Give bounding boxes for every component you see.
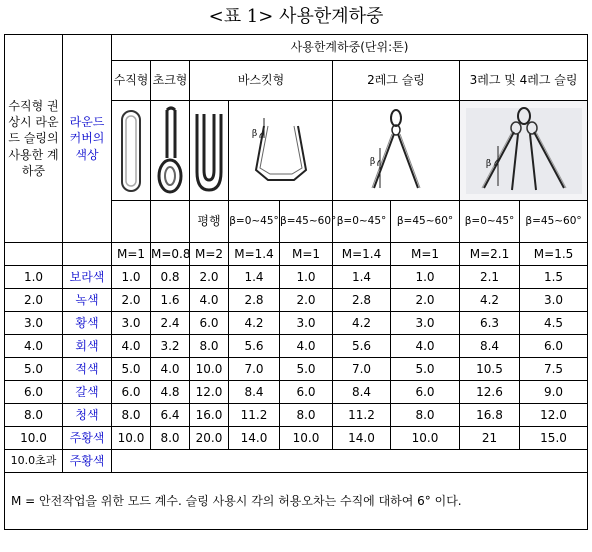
basket-hitch-icon	[192, 108, 226, 194]
m-value: M=0.8	[151, 243, 190, 266]
m-value: M=2.1	[460, 243, 520, 266]
value-cell: 1.4	[333, 266, 391, 289]
load-cell: 8.0	[5, 404, 63, 427]
table-title: <표 1> 사용한계하중	[208, 6, 384, 27]
four-leg-sling-icon	[464, 106, 584, 196]
value-cell: 6.0	[112, 381, 151, 404]
two-leg-sling-icon	[356, 108, 436, 194]
value-cell: 0.8	[151, 266, 190, 289]
empty-sub	[151, 201, 190, 243]
value-cell: 8.4	[229, 381, 280, 404]
table-row	[5, 266, 588, 289]
empty-span-cell	[112, 450, 588, 473]
group-header: 사용한계하중(단위:톤)	[112, 35, 588, 61]
col-vertical: 수직형	[112, 61, 151, 101]
col-34leg: 3레그 및 4레그 슬링	[460, 61, 588, 101]
table-row	[5, 312, 588, 335]
value-cell: 6.4	[151, 404, 190, 427]
table-row	[5, 381, 588, 404]
color-cell: 청색	[63, 404, 112, 427]
col-basket: 바스킷형	[190, 61, 333, 101]
value-cell: 3.0	[520, 289, 588, 312]
color-cell: 녹색	[63, 289, 112, 312]
value-cell: 6.0	[280, 381, 333, 404]
load-cell: 3.0	[5, 312, 63, 335]
value-cell: 1.0	[112, 266, 151, 289]
value-cell: 12.0	[190, 381, 229, 404]
load-cell: 10.0초과	[5, 450, 63, 473]
empty-sub	[112, 201, 151, 243]
value-cell: 2.0	[190, 266, 229, 289]
load-cell: 4.0	[5, 335, 63, 358]
color-cell: 갈색	[63, 381, 112, 404]
value-cell: 8.0	[391, 404, 460, 427]
table-row	[5, 427, 588, 450]
color-cell: 주황색	[63, 450, 112, 473]
value-cell: 4.2	[229, 312, 280, 335]
value-cell: 5.0	[112, 358, 151, 381]
value-cell: 6.0	[520, 335, 588, 358]
value-cell: 3.0	[112, 312, 151, 335]
value-cell: 2.8	[229, 289, 280, 312]
value-cell: 4.2	[460, 289, 520, 312]
value-cell: 8.0	[151, 427, 190, 450]
color-cell: 적색	[63, 358, 112, 381]
footnote: M = 안전작업을 위한 모드 계수. 슬링 사용시 각의 허용오차는 수직에 대하여 6° 이다.	[5, 473, 588, 530]
value-cell: 3.2	[151, 335, 190, 358]
value-cell: 2.0	[391, 289, 460, 312]
table-row	[5, 450, 588, 473]
load-cell: 6.0	[5, 381, 63, 404]
m-value: M=1	[280, 243, 333, 266]
value-cell: 4.0	[391, 335, 460, 358]
sub-flat: 평행	[190, 201, 229, 243]
value-cell: 7.5	[520, 358, 588, 381]
value-cell: 4.0	[112, 335, 151, 358]
value-cell: 4.0	[280, 335, 333, 358]
value-cell: 3.0	[391, 312, 460, 335]
sub-basket-b2: β=45~60°	[280, 201, 333, 243]
value-cell: 12.0	[520, 404, 588, 427]
four-leg-figure	[460, 101, 588, 201]
basket-angle-figure	[229, 101, 333, 201]
empty-cell	[63, 243, 112, 266]
load-cell: 5.0	[5, 358, 63, 381]
load-cell: 1.0	[5, 266, 63, 289]
value-cell: 4.0	[151, 358, 190, 381]
value-cell: 2.0	[112, 289, 151, 312]
m-value: M=1.4	[333, 243, 391, 266]
value-cell: 21	[460, 427, 520, 450]
value-cell: 16.0	[190, 404, 229, 427]
vertical-loop-icon	[118, 108, 144, 194]
value-cell: 5.6	[333, 335, 391, 358]
value-cell: 8.4	[333, 381, 391, 404]
value-cell: 14.0	[229, 427, 280, 450]
value-cell: 8.4	[460, 335, 520, 358]
value-cell: 6.0	[190, 312, 229, 335]
vertical-sling-figure	[112, 101, 151, 201]
table-row	[5, 289, 588, 312]
value-cell: 20.0	[190, 427, 229, 450]
load-cell: 2.0	[5, 289, 63, 312]
value-cell: 10.0	[190, 358, 229, 381]
sub-2leg-b2: β=45~60°	[391, 201, 460, 243]
two-leg-figure	[333, 101, 460, 201]
value-cell: 11.2	[333, 404, 391, 427]
value-cell: 12.6	[460, 381, 520, 404]
table-row	[5, 404, 588, 427]
value-cell: 1.0	[280, 266, 333, 289]
beta-label: β	[251, 128, 257, 139]
value-cell: 5.6	[229, 335, 280, 358]
beta-label-2leg: β	[370, 156, 376, 167]
color-cell: 보라색	[63, 266, 112, 289]
col-choke: 초크형	[151, 61, 190, 101]
value-cell: 2.0	[280, 289, 333, 312]
choke-hitch-icon	[155, 106, 185, 196]
color-header: 라운드 커버의 색상	[63, 35, 112, 243]
empty-cell	[5, 243, 63, 266]
value-cell: 10.0	[112, 427, 151, 450]
m-value: M=2	[190, 243, 229, 266]
value-cell: 2.8	[333, 289, 391, 312]
sub-2leg-b1: β=0~45°	[333, 201, 391, 243]
load-limit-table	[4, 34, 588, 530]
value-cell: 7.0	[229, 358, 280, 381]
m-value: M=1	[391, 243, 460, 266]
value-cell: 2.1	[460, 266, 520, 289]
choke-sling-figure	[151, 101, 190, 201]
value-cell: 4.5	[520, 312, 588, 335]
load-cell: 10.0	[5, 427, 63, 450]
value-cell: 8.0	[112, 404, 151, 427]
value-cell: 6.3	[460, 312, 520, 335]
value-cell: 10.0	[391, 427, 460, 450]
color-cell: 황색	[63, 312, 112, 335]
color-cell: 주황색	[63, 427, 112, 450]
m-factor-row	[5, 243, 588, 266]
value-cell: 6.0	[391, 381, 460, 404]
value-cell: 8.0	[280, 404, 333, 427]
basket-sling-figure	[190, 101, 229, 201]
value-cell: 9.0	[520, 381, 588, 404]
value-cell: 10.0	[280, 427, 333, 450]
value-cell: 5.0	[391, 358, 460, 381]
value-cell: 15.0	[520, 427, 588, 450]
value-cell: 5.0	[280, 358, 333, 381]
table-row	[5, 358, 588, 381]
value-cell: 7.0	[333, 358, 391, 381]
sub-basket-b1: β=0~45°	[229, 201, 280, 243]
value-cell: 1.5	[520, 266, 588, 289]
color-cell: 회색	[63, 335, 112, 358]
m-value: M=1.5	[520, 243, 588, 266]
beta-label-4leg: β	[485, 158, 491, 169]
value-cell: 2.4	[151, 312, 190, 335]
value-cell: 4.2	[333, 312, 391, 335]
sub-4leg-b1: β=0~45°	[460, 201, 520, 243]
value-cell: 1.6	[151, 289, 190, 312]
left-header: 수직형 권상시 라운드 슬링의 사용한 계하중	[5, 35, 63, 243]
sub-4leg-b2: β=45~60°	[520, 201, 588, 243]
basket-angle-icon	[246, 108, 316, 194]
m-value: M=1.4	[229, 243, 280, 266]
value-cell: 1.4	[229, 266, 280, 289]
value-cell: 3.0	[280, 312, 333, 335]
value-cell: 14.0	[333, 427, 391, 450]
table-row	[5, 335, 588, 358]
value-cell: 10.5	[460, 358, 520, 381]
value-cell: 11.2	[229, 404, 280, 427]
value-cell: 4.0	[190, 289, 229, 312]
value-cell: 16.8	[460, 404, 520, 427]
value-cell: 1.0	[391, 266, 460, 289]
value-cell: 4.8	[151, 381, 190, 404]
m-value: M=1	[112, 243, 151, 266]
col-2leg: 2레그 슬링	[333, 61, 460, 101]
value-cell: 8.0	[190, 335, 229, 358]
